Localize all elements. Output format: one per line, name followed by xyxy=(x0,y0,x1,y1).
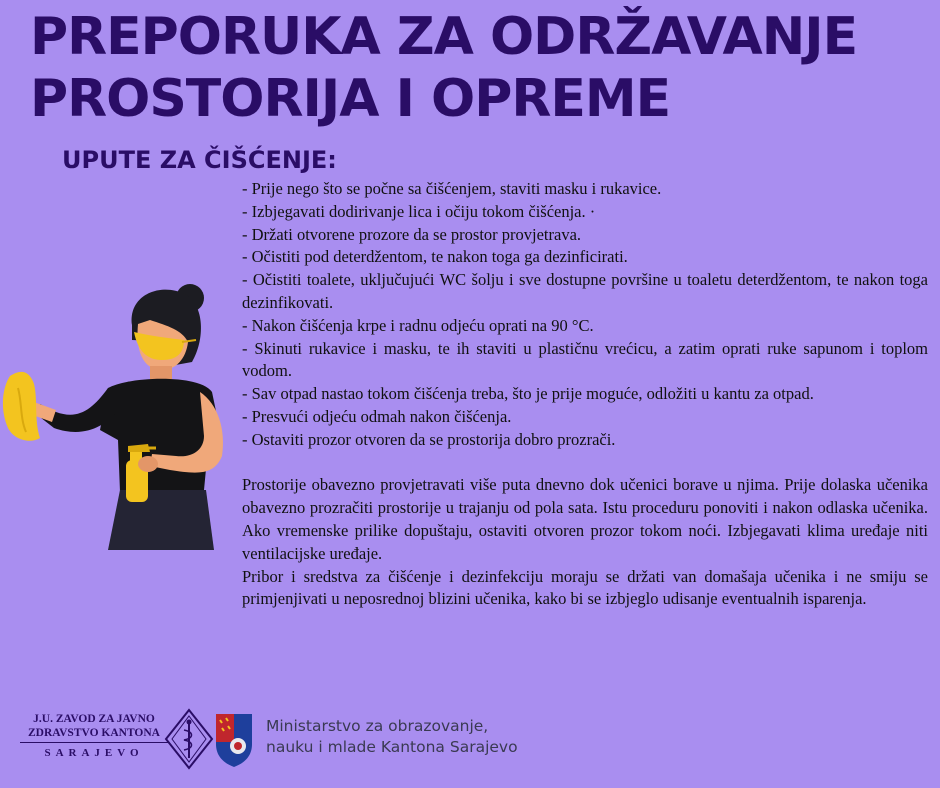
ministry-line-2: nauku i mlade Kantona Sarajevo xyxy=(266,738,518,756)
instruction-item: - Očistiti toalete, uključujući WC šolju i sve dostupne površine u toaletu deterdžentom, te nakon toga dezinfikovati. xyxy=(242,270,928,312)
title-line-1: PREPORUKA ZA ODRŽAVANJE xyxy=(30,7,858,67)
storage-paragraph: Pribor i sredstva za čišćenje i dezinfekciju moraju se držati van domašaja učenika i ne smiju se primjenjivati u neposrednoj blizini učenika, kako bi se izbjeglo udisanje eventualnih isparenja. xyxy=(242,566,928,609)
instruction-item: - Prije nego što se počne sa čišćenjem, staviti masku i rukavice. xyxy=(242,179,662,198)
instruction-item: - Skinuti rukavice i masku, te ih staviti u plastičnu vrećicu, a zatim oprati ruke sapunom i toplom vodom. xyxy=(242,338,928,381)
instruction-item: - Sav otpad nastao tokom čišćenja treba, što je prije moguće, odložiti u kantu za otpad. xyxy=(242,384,814,404)
instructions-content xyxy=(242,178,928,611)
title-line-2: PROSTORIJA I OPREME xyxy=(30,69,671,129)
cleaning-woman-illustration xyxy=(0,280,230,550)
ministry-logo-block xyxy=(214,712,574,772)
ministry-line-1: Ministarstvo za obrazovanje, xyxy=(266,717,489,735)
canton-crest-icon xyxy=(214,712,254,768)
instruction-item: - Izbjegavati dodirivanje lica i očiju tokom čišćenja. · xyxy=(242,201,596,221)
instruction-item: - Presvući odjeću odmah nakon čišćenja. xyxy=(242,406,512,426)
ventilation-paragraph: Prostorije obavezno provjetravati više puta dnevno dok učenici borave u njima. Prije dolaska učenika obavezno prozračiti prostorije u trajanju od pola sata. Istu proceduru ponoviti i nakon odlaska učenika. Ako vremenske prilike dopuštaju, ostaviti otvoren prozor tokom noći. Izbjegavati klima uređaje niti ventilacijske uređaje. xyxy=(242,475,928,563)
zavod-emblem-icon xyxy=(164,708,214,770)
instruction-item: - Ostaviti prozor otvoren da se prostorija dobro prozrači. xyxy=(242,429,616,449)
zavod-name-line-1: J.U. ZAVOD ZA JAVNO xyxy=(33,713,155,725)
instruction-item: - Držati otvorene prozore da se prostor provjetrava. xyxy=(242,224,582,244)
page-title xyxy=(30,6,930,130)
instruction-item: - Nakon čišćenja krpe i radnu odjeću oprati na 90 °C. xyxy=(242,315,594,335)
instruction-list xyxy=(242,178,928,452)
section-subtitle: UPUTE ZA ČIŠĆENJE: xyxy=(62,146,337,174)
instruction-item: - Očistiti pod deterdžentom, te nakon toga ga dezinficirati. xyxy=(242,247,628,267)
zavod-logo-block xyxy=(20,708,200,774)
zavod-name-line-3: SARAJEVO xyxy=(44,747,144,759)
zavod-name-line-2: ZDRAVSTVO KANTONA xyxy=(20,726,168,743)
ministry-name xyxy=(266,716,518,758)
